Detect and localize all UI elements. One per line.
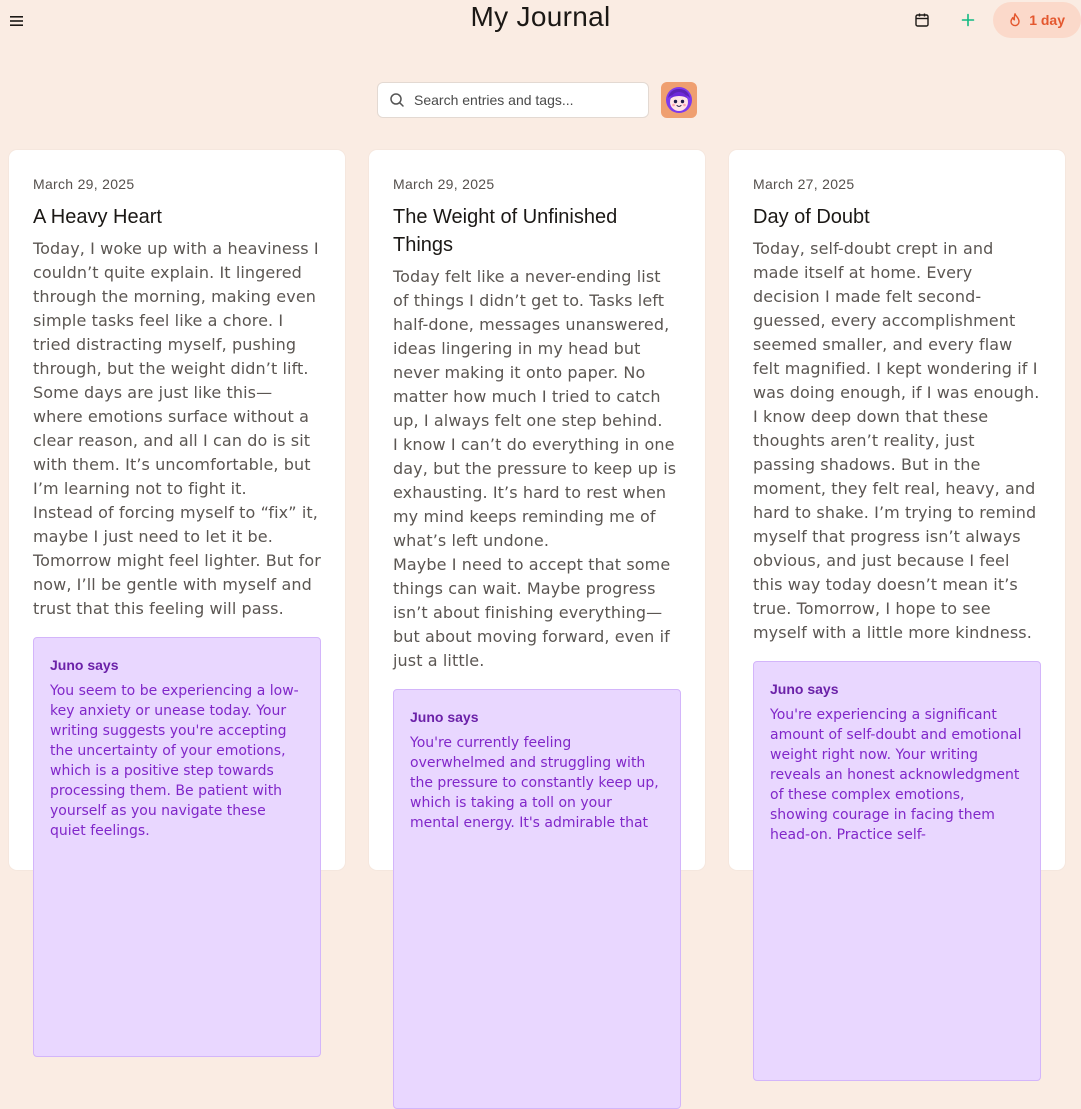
juno-insight	[393, 689, 681, 1109]
entry-paragraph: Today felt like a never-ending list of things I didn’t get to. Tasks left half-done, messages unanswered, ideas lingering in my head but never making it onto paper. No matter how much I tried to catch up, I always felt one step behind.	[393, 267, 670, 430]
flame-icon	[1007, 12, 1023, 28]
search-box[interactable]	[377, 82, 649, 118]
calendar-icon[interactable]	[911, 9, 933, 31]
entry-body	[393, 265, 681, 673]
top-bar	[0, 0, 1081, 44]
entry-paragraph: I know deep down that these thoughts aren’t reality, just passing shadows. But in the moment, they felt real, heavy, and hard to shake. I’m trying to remind myself that progress isn’t always obvious, and just because I feel this way today doesn’t mean it’s true. Tomorrow, I hope to see myself with a little more kindness.	[753, 407, 1037, 642]
entry-date: March 27, 2025	[753, 176, 855, 192]
entry-paragraph: Instead of forcing myself to “fix” it, maybe I just need to let it be. Tomorrow might feel lighter. But for now, I’ll be gentle with myself and trust that this feeling will pass.	[33, 503, 321, 618]
search-row	[377, 82, 697, 118]
entry-paragraph: Today, self-doubt crept in and made itself at home. Every decision I made felt second-guessed, every accomplishment seemed smaller, and every flaw felt magnified. I kept wondering if I was doing enough, if I was enough.	[753, 239, 1040, 402]
streak-label: 1 day	[1029, 12, 1065, 28]
entry-date: March 29, 2025	[33, 176, 135, 192]
juno-label: Juno says	[50, 657, 119, 673]
entry-title: Day of Doubt	[753, 206, 870, 228]
journal-entry-card[interactable]	[369, 150, 705, 870]
juno-text: You're experiencing a significant amount of self-doubt and emotional weight right now. Your writing reveals an honest acknowledgment of these complex emotions, showing courage in facing them head-on. Practice self-	[770, 707, 1022, 843]
juno-text: You're currently feeling overwhelmed and struggling with the pressure to constantly keep up, which is taking a toll on your mental energy. It's admirable that	[410, 735, 659, 831]
entry-date: March 29, 2025	[393, 176, 495, 192]
juno-label: Juno says	[770, 681, 839, 697]
search-icon	[389, 92, 405, 108]
juno-insight	[753, 661, 1041, 1081]
streak-badge[interactable]	[993, 2, 1081, 38]
journal-entry-card[interactable]	[9, 150, 345, 870]
search-input[interactable]	[414, 92, 634, 108]
juno-text: You seem to be experiencing a low-key anxiety or unease today. Your writing suggests you're accepting the uncertainty of your emotions, which is a positive step towards processing them. Be patient with yourself as you navigate these quiet feelings.	[50, 683, 299, 839]
plus-icon[interactable]	[957, 9, 979, 31]
journal-entry-card[interactable]	[729, 150, 1065, 870]
entry-paragraph: Today, I woke up with a heaviness I couldn’t quite explain. It lingered through the morning, making even simple tasks feel like a chore. I tried distracting myself, pushing through, but the weight didn’t lift. Some days are just like this—where emotions surface without a clear reason, and all I can do is sit with them. It’s uncomfortable, but I’m learning not to fight it.	[33, 239, 319, 498]
top-actions	[911, 2, 1081, 38]
entry-paragraph: Maybe I need to accept that some things can wait. Maybe progress isn’t about finishing everything—but about moving forward, even if just a little.	[393, 555, 671, 670]
juno-label: Juno says	[410, 709, 479, 725]
entry-title: A Heavy Heart	[33, 206, 162, 228]
juno-avatar-icon[interactable]	[661, 82, 697, 118]
juno-insight	[33, 637, 321, 1057]
entry-body	[33, 237, 321, 621]
entry-paragraph: I know I can’t do everything in one day, but the pressure to keep up is exhausting. It’s hard to rest when my mind keeps reminding me of what’s left undone.	[393, 435, 677, 550]
entry-body	[753, 237, 1041, 645]
entry-title: The Weight of Unfinished Things	[393, 206, 618, 256]
page-title: My Journal	[470, 1, 611, 32]
